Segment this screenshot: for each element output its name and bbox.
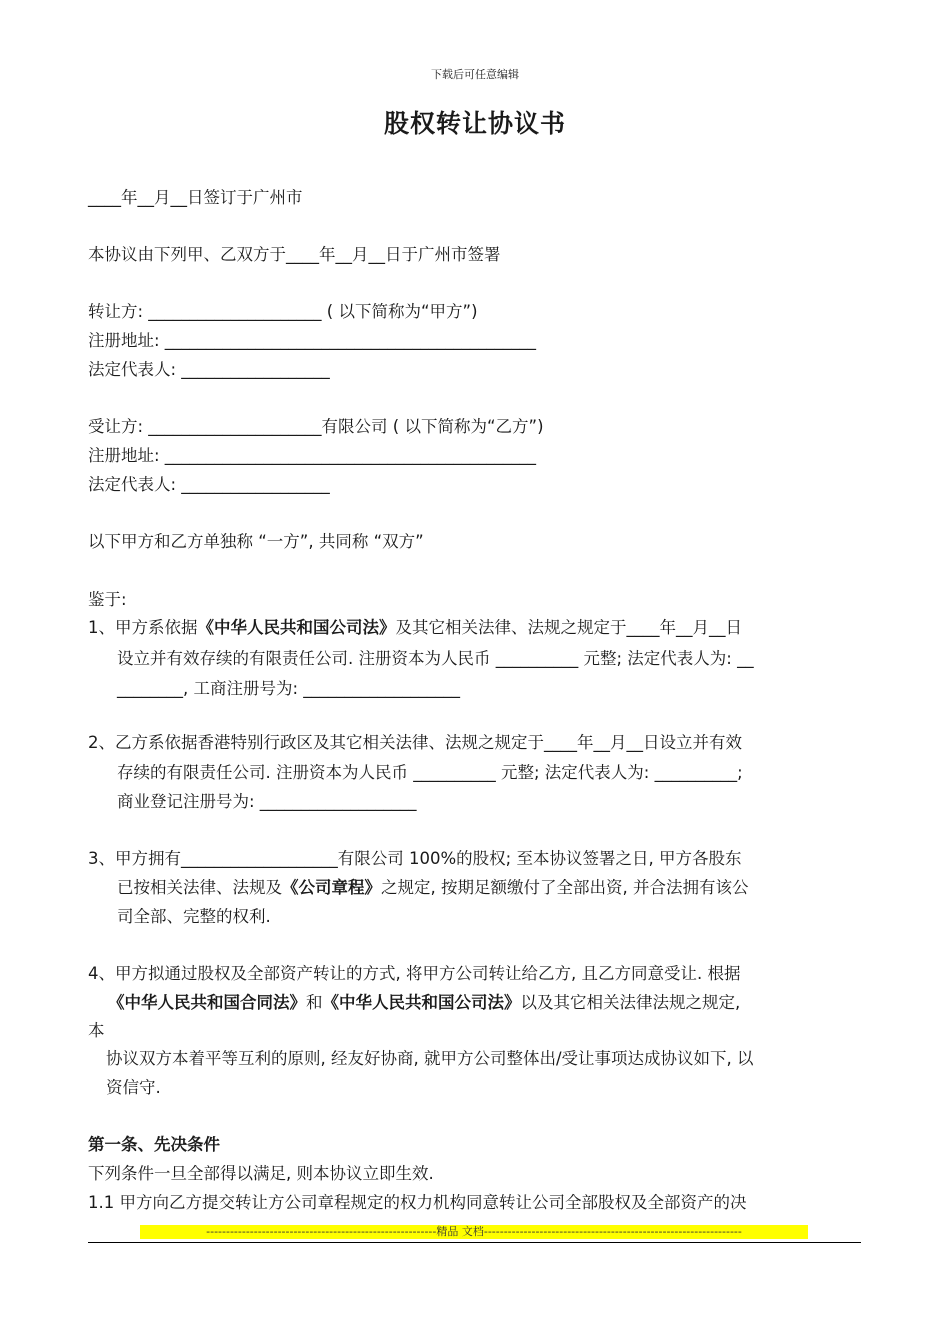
intro-line: 本协议由下列甲、乙双方于____年__月__日于广州市签署 [88, 245, 501, 264]
whereas-heading: 鉴于: [88, 590, 127, 609]
article-1-line-2: 1.1 甲方向乙方提交转让方公司章程规定的权力机构同意转让公司全部股权及全部资产的决 [88, 1193, 747, 1212]
item-4-line-3: 本 [88, 1021, 105, 1040]
item-3-line-3: 司全部、完整的权利. [117, 907, 271, 926]
header-note: 下载后可任意编辑 [431, 68, 519, 81]
item-4-line-1: 4、甲方拟通过股权及全部资产转让的方式, 将甲方公司转让给乙方, 且乙方同意受让. 根据 [88, 964, 741, 983]
item-1-rest: 及其它相关法律、法规之规定于____年__月__日 [395, 618, 742, 637]
item-4-and: 和 [306, 993, 323, 1012]
party-b-address: 注册地址: _____________________________________________ [88, 446, 537, 465]
collective-reference: 以下甲方和乙方单独称 “一方”, 共同称 “双方” [88, 532, 424, 551]
footer-divider [88, 1242, 861, 1243]
party-a-address: 注册地址: _____________________________________________ [88, 331, 537, 350]
item-4-line-2 [108, 989, 740, 1013]
item-4-line-2-post: 以及其它相关法律法规之规定, [520, 993, 741, 1012]
item-1-line-3: ________, 工商注册号为: ___________________ [117, 679, 461, 698]
item-2-line-3: 商业登记注册号为: ___________________ [117, 792, 417, 811]
item-3-line-2 [117, 874, 748, 898]
party-b-representative: 法定代表人: __________________ [88, 475, 330, 494]
party-b-transferee: 受让方: _____________________有限公司 ( 以下简称为“乙方”) [88, 417, 544, 436]
item-3-law: 《公司章程》 [282, 878, 381, 897]
party-a-representative: 法定代表人: __________________ [88, 360, 330, 379]
item-3-line-2-pre: 已按相关法律、法规及 [117, 878, 282, 897]
document-title: 股权转让协议书 [383, 109, 566, 138]
item-1-prefix: 1、甲方系依据 [88, 618, 198, 637]
item-1-law: 《中华人民共和国公司法》 [197, 618, 396, 637]
item-4-line-4: 协议双方本着平等互利的原则, 经友好协商, 就甲方公司整体出/受让事项达成协议如下, 以 [106, 1049, 754, 1068]
item-4-law-1: 《中华人民共和国合同法》 [108, 993, 306, 1012]
item-2-line-1: 2、乙方系依据香港特别行政区及其它相关法律、法规之规定于____年__月__日设立并有效 [88, 733, 742, 752]
item-3-line-2-post: 之规定, 按期足额缴付了全部出资, 并合法拥有该公 [381, 878, 749, 897]
item-1-line-2: 设立并有效存续的有限责任公司. 注册资本为人民币 __________ 元整; 法定代表人为: __ [117, 649, 754, 668]
item-3-line-1: 3、甲方拥有___________________有限公司 100%的股权; 至本协议签署之日, 甲方各股东 [88, 849, 742, 868]
item-2-line-2: 存续的有限责任公司. 注册资本为人民币 __________ 元整; 法定代表人为: __________; [117, 763, 743, 782]
signing-date-line: ____年__月__日签订于广州市 [88, 188, 303, 207]
item-1-line-1 [88, 614, 742, 638]
article-1-line-1: 下列条件一旦全部得以满足, 则本协议立即生效. [88, 1164, 434, 1183]
party-a-transferor: 转让方: _____________________ ( 以下简称为“甲方”) [88, 302, 478, 321]
item-4-law-2: 《中华人民共和国公司法》 [322, 993, 521, 1012]
item-4-line-5: 资信守. [106, 1078, 161, 1097]
footer-banner: ----------------------------------------------------------精品 文档----------------------------------------------------------------- [140, 1225, 808, 1239]
article-1-heading: 第一条、先决条件 [88, 1135, 220, 1154]
